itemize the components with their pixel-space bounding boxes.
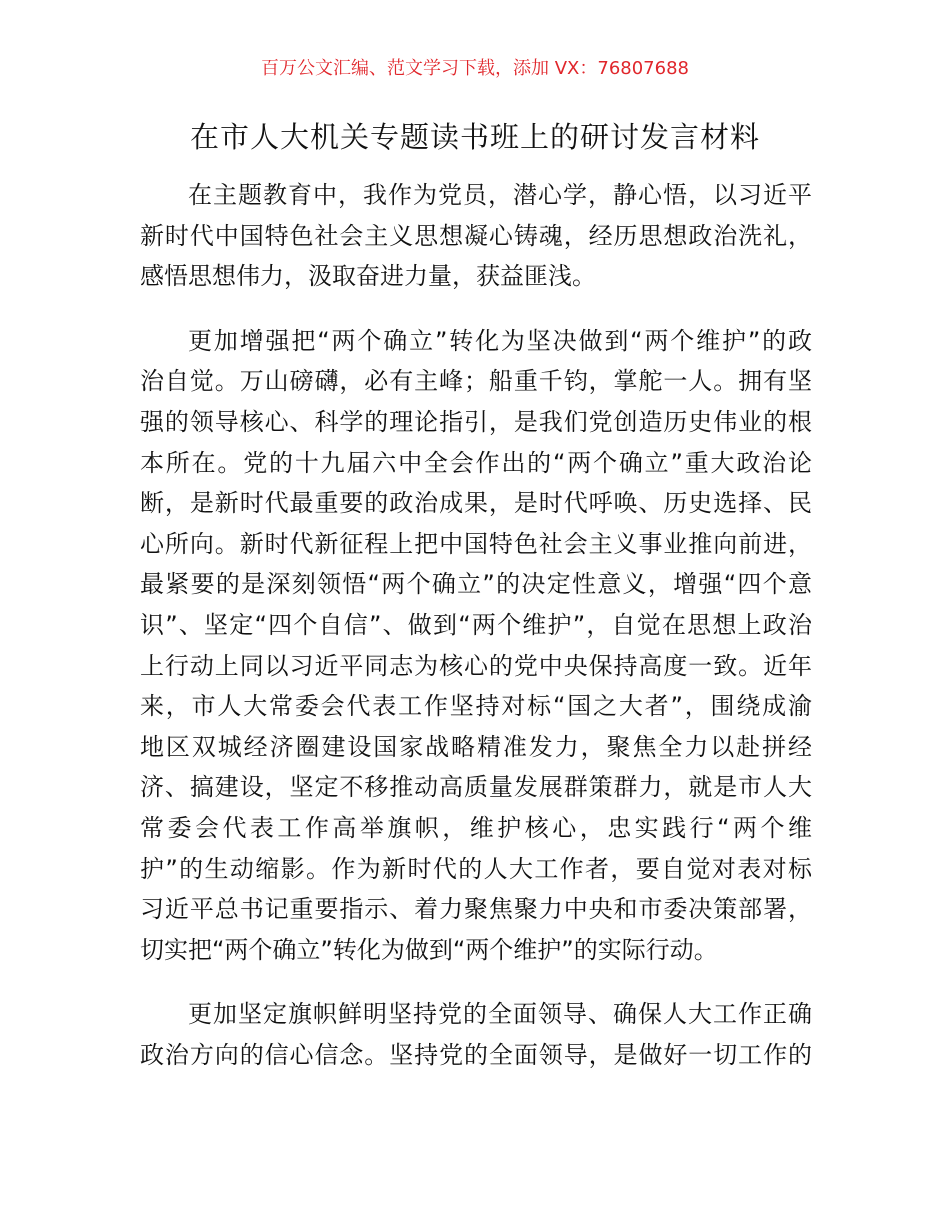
text-line: 心所向。新时代新征程上把中国特色社会主义事业推向前进，	[140, 529, 812, 558]
document-body	[140, 175, 812, 1099]
text-line: 治自觉。万山磅礴，必有主峰；船重千钧，掌舵一人。拥有坚	[140, 367, 812, 396]
download-banner: 百万公文汇编、范文学习下载，添加 VX：76807688	[261, 58, 689, 79]
text-line: 济、搞建设，坚定不移推动高质量发展群策群力，就是市人大	[140, 773, 812, 802]
text-line: 新时代中国特色社会主义思想凝心铸魂，经历思想政治洗礼，	[140, 221, 812, 250]
text-line: 最紧要的是深刻领悟“两个确立”的决定性意义，增强“四个意	[140, 570, 812, 599]
text-line: 更加坚定旗帜鲜明坚持党的全面领导、确保人大工作正确	[188, 1000, 812, 1029]
text-line: 切实把“两个确立”转化为做到“两个维护”的实际行动。	[140, 935, 718, 964]
paragraph	[140, 321, 812, 971]
text-line: 上行动上同以习近平同志为核心的党中央保持高度一致。近年	[140, 651, 812, 680]
text-line: 在主题教育中，我作为党员，潜心学，静心悟，以习近平	[188, 181, 812, 209]
text-line: 识”、坚定“四个自信”、做到“两个维护”，自觉在思想上政治	[140, 610, 812, 639]
text-line: 政治方向的信心信念。坚持党的全面领导，是做好一切工作的	[140, 1040, 812, 1069]
text-line: 护”的生动缩影。作为新时代的人大工作者，要自觉对表对标	[140, 854, 812, 883]
paragraph	[140, 994, 812, 1075]
text-line: 感悟思想伟力，汲取奋进力量，获益匪浅。	[140, 262, 596, 291]
text-line: 本所在。党的十九届六中全会作出的“两个确立”重大政治论	[140, 448, 812, 477]
text-line: 断，是新时代最重要的政治成果，是时代呼唤、历史选择、民	[140, 489, 812, 518]
text-line: 更加增强把“两个确立”转化为坚决做到“两个维护”的政	[188, 326, 812, 355]
text-line: 地区双城经济圈建设国家战略精准发力，聚焦全力以赴拼经	[140, 732, 812, 761]
paragraph	[140, 175, 812, 297]
text-line: 习近平总书记重要指示、着力聚焦聚力中央和市委决策部署，	[140, 895, 812, 924]
text-line: 常委会代表工作高举旗帜，维护核心，忠实践行“两个维	[140, 813, 812, 842]
text-line: 强的领导核心、科学的理论指引，是我们党创造历史伟业的根	[140, 407, 812, 436]
document-title: 在市人大机关专题读书班上的研讨发言材料	[189, 120, 760, 154]
text-line: 来，市人大常委会代表工作坚持对标“国之大者”，围绕成渝	[140, 692, 812, 721]
